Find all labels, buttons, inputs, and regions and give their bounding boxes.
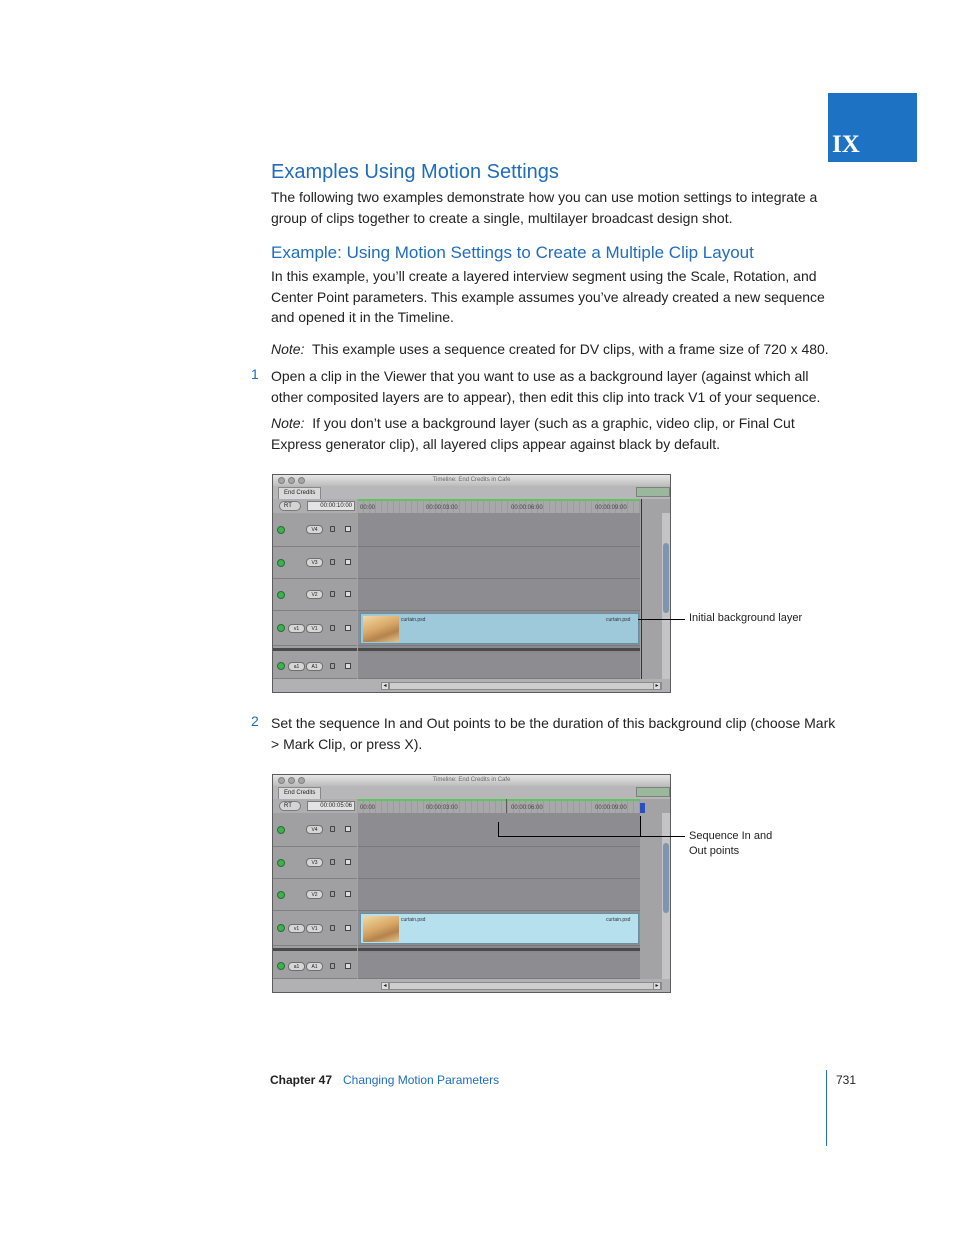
auto-select-icon[interactable] bbox=[345, 559, 351, 565]
callout-line bbox=[498, 822, 499, 836]
callout-label: Initial background layer bbox=[689, 612, 803, 624]
close-button[interactable] bbox=[278, 477, 285, 484]
track-dest-button[interactable]: V1 bbox=[306, 924, 323, 933]
page-number: 731 bbox=[836, 1073, 857, 1087]
auto-select-icon[interactable] bbox=[345, 859, 351, 865]
source-control-button[interactable]: v1 bbox=[288, 924, 305, 933]
track-a1[interactable] bbox=[358, 953, 640, 979]
visibility-icon[interactable] bbox=[277, 624, 285, 632]
lock-icon[interactable] bbox=[330, 663, 335, 669]
horizontal-scrollbar[interactable] bbox=[389, 982, 662, 990]
minimize-button[interactable] bbox=[288, 777, 295, 784]
step-number: 1 bbox=[251, 366, 259, 382]
render-status-icon bbox=[636, 787, 670, 797]
vertical-scrollbar[interactable] bbox=[662, 813, 670, 979]
clip-name: curtain.psd bbox=[606, 617, 631, 623]
zoom-button[interactable] bbox=[298, 477, 305, 484]
track-v1[interactable] bbox=[358, 911, 640, 946]
track-headers bbox=[273, 513, 357, 679]
scroll-left-arrow[interactable]: ◂ bbox=[381, 982, 389, 990]
auto-select-icon[interactable] bbox=[345, 663, 351, 669]
track-v3[interactable] bbox=[358, 847, 640, 879]
footer-divider bbox=[826, 1070, 827, 1146]
timeline-controls bbox=[273, 799, 357, 813]
track-v2[interactable] bbox=[358, 879, 640, 911]
lock-icon[interactable] bbox=[330, 826, 335, 832]
close-button[interactable] bbox=[278, 777, 285, 784]
visibility-icon[interactable] bbox=[277, 826, 285, 834]
clip-thumbnail bbox=[363, 616, 399, 642]
track-dest-button[interactable]: V3 bbox=[306, 858, 323, 867]
lock-icon[interactable] bbox=[330, 859, 335, 865]
ruler-label: 00:00:09:00 bbox=[595, 805, 627, 811]
section-title: Examples Using Motion Settings bbox=[271, 161, 559, 183]
track-separator[interactable] bbox=[358, 648, 640, 651]
note-label: Note: bbox=[271, 341, 305, 357]
callout-line bbox=[498, 836, 685, 837]
lock-icon[interactable] bbox=[330, 891, 335, 897]
footer-chapter: Chapter 47 bbox=[270, 1073, 333, 1087]
clip-curtain[interactable] bbox=[360, 613, 639, 644]
track-header-v2 bbox=[273, 579, 357, 611]
auto-select-icon[interactable] bbox=[345, 826, 351, 832]
minimize-button[interactable] bbox=[288, 477, 295, 484]
timeline-footer bbox=[273, 979, 670, 993]
note-text: If you don’t use a background layer (such as a graphic, video clip, or Final Cut Express generator clip), all layered clips appear against black by default. bbox=[271, 415, 795, 452]
audio-enable-icon[interactable] bbox=[277, 662, 285, 670]
ruler-label: 00:00:06:00 bbox=[511, 505, 543, 511]
source-control-button[interactable]: a1 bbox=[288, 662, 305, 671]
tab-bar bbox=[273, 786, 670, 799]
callout-label bbox=[689, 829, 772, 859]
part-number: IX bbox=[832, 131, 860, 158]
track-headers bbox=[273, 813, 357, 979]
scroll-right-arrow[interactable]: ▸ bbox=[653, 982, 661, 990]
scroll-right-arrow[interactable]: ▸ bbox=[653, 682, 661, 690]
lock-icon[interactable] bbox=[330, 591, 335, 597]
timeline-window bbox=[272, 474, 671, 693]
track-header-v2 bbox=[273, 879, 357, 911]
timeline-footer bbox=[273, 679, 670, 693]
track-v1[interactable] bbox=[358, 611, 640, 646]
auto-select-icon[interactable] bbox=[345, 625, 351, 631]
callout-line-2: Out points bbox=[689, 845, 740, 857]
track-header-v1 bbox=[273, 911, 357, 946]
time-ruler[interactable] bbox=[358, 499, 640, 513]
track-dest-button[interactable]: V4 bbox=[306, 525, 323, 534]
auto-select-icon[interactable] bbox=[345, 526, 351, 532]
track-v4[interactable] bbox=[358, 513, 640, 547]
rt-popup[interactable]: RT bbox=[279, 501, 301, 511]
ruler-label: 00:00 bbox=[360, 805, 376, 811]
track-header-v4 bbox=[273, 813, 357, 847]
track-separator[interactable] bbox=[273, 948, 357, 951]
track-v4[interactable] bbox=[358, 813, 640, 847]
callout-line bbox=[640, 816, 641, 836]
track-header-v4 bbox=[273, 513, 357, 547]
track-separator[interactable] bbox=[273, 648, 357, 651]
clip-name: curtain.psd bbox=[401, 617, 426, 623]
track-dest-button[interactable]: V4 bbox=[306, 825, 323, 834]
tab-sequence[interactable]: End Credits bbox=[278, 787, 321, 799]
note-text: This example uses a sequence created for DV clips, with a frame size of 720 x 480. bbox=[312, 341, 829, 357]
track-dest-button[interactable]: V3 bbox=[306, 558, 323, 567]
track-header-a1 bbox=[273, 953, 357, 979]
timeline-window bbox=[272, 774, 671, 993]
step-2-text: Set the sequence In and Out points to be the duration of this background clip (choose Mark > Mark Clip, or press X). bbox=[271, 715, 836, 752]
footer-chapter-title: Changing Motion Parameters bbox=[343, 1073, 500, 1087]
ruler-label: 00:00:09:00 bbox=[595, 505, 627, 511]
intro-paragraph: The following two examples demonstrate how you can use motion settings to integrate a group of clips together to create a single, multilayer broadcast design shot. bbox=[271, 189, 818, 226]
note-1 bbox=[271, 339, 851, 360]
example-intro: In this example, you’ll create a layered interview segment using the Scale, Rotation, and Center Point parameters. This example assumes you’ve already created a new sequence and opened it in the Timeline. bbox=[271, 268, 825, 325]
clip-name: curtain.psd bbox=[606, 917, 631, 923]
visibility-icon[interactable] bbox=[277, 859, 285, 867]
audio-enable-icon[interactable] bbox=[277, 962, 285, 970]
zoom-button[interactable] bbox=[298, 777, 305, 784]
clip-curtain[interactable] bbox=[360, 913, 639, 944]
visibility-icon[interactable] bbox=[277, 591, 285, 599]
track-a1[interactable] bbox=[358, 653, 640, 679]
visibility-icon[interactable] bbox=[277, 559, 285, 567]
step-1-text: Open a clip in the Viewer that you want to use as a background layer (against which all other composited layers are to appear), then edit this clip into track V1 of your sequence. bbox=[271, 368, 821, 405]
example-title: Example: Using Motion Settings to Create a Multiple Clip Layout bbox=[271, 243, 754, 262]
step-number: 2 bbox=[251, 713, 259, 729]
track-dest-button[interactable]: A1 bbox=[306, 662, 323, 671]
track-dest-button[interactable]: V2 bbox=[306, 590, 323, 599]
vertical-scrollbar[interactable] bbox=[662, 513, 670, 679]
track-dest-button[interactable]: V2 bbox=[306, 890, 323, 899]
note-2 bbox=[271, 413, 841, 454]
track-dest-button[interactable]: A1 bbox=[306, 962, 323, 971]
track-header-v3 bbox=[273, 547, 357, 579]
tab-sequence[interactable]: End Credits bbox=[278, 487, 321, 499]
timecode-field[interactable]: 00:00:10:00 bbox=[307, 501, 355, 511]
time-ruler[interactable] bbox=[358, 799, 640, 813]
scroll-thumb[interactable] bbox=[663, 843, 669, 913]
source-control-button[interactable]: a1 bbox=[288, 962, 305, 971]
track-dest-button[interactable]: V1 bbox=[306, 624, 323, 633]
visibility-icon[interactable] bbox=[277, 526, 285, 534]
timeline-controls bbox=[273, 499, 357, 513]
lock-icon[interactable] bbox=[330, 925, 335, 931]
horizontal-scrollbar[interactable] bbox=[389, 682, 662, 690]
scroll-thumb[interactable] bbox=[663, 543, 669, 613]
note-label: Note: bbox=[271, 415, 305, 431]
clip-name: curtain.psd bbox=[401, 917, 426, 923]
part-tab bbox=[828, 93, 917, 162]
timecode-field[interactable]: 00:00:05:06 bbox=[307, 801, 355, 811]
track-v3[interactable] bbox=[358, 547, 640, 579]
callout-line bbox=[638, 619, 685, 620]
render-status-icon bbox=[636, 487, 670, 497]
lock-icon[interactable] bbox=[330, 526, 335, 532]
window-title: Timeline: End Credits in Cafe bbox=[273, 775, 670, 786]
scroll-left-arrow[interactable]: ◂ bbox=[381, 682, 389, 690]
tab-bar bbox=[273, 486, 670, 499]
source-control-button[interactable]: v1 bbox=[288, 624, 305, 633]
clip-thumbnail bbox=[363, 916, 399, 942]
ruler-label: 00:00:03:00 bbox=[426, 505, 458, 511]
track-v2[interactable] bbox=[358, 579, 640, 611]
playhead[interactable] bbox=[641, 499, 642, 679]
rt-popup[interactable]: RT bbox=[279, 801, 301, 811]
out-point-marker[interactable] bbox=[640, 803, 645, 813]
track-header-a1 bbox=[273, 653, 357, 679]
lock-icon[interactable] bbox=[330, 963, 335, 969]
track-header-v3 bbox=[273, 847, 357, 879]
lock-icon[interactable] bbox=[330, 559, 335, 565]
track-header-v1 bbox=[273, 611, 357, 646]
auto-select-icon[interactable] bbox=[345, 963, 351, 969]
track-separator[interactable] bbox=[358, 948, 640, 951]
visibility-icon[interactable] bbox=[277, 924, 285, 932]
callout-line-1: Sequence In and bbox=[689, 830, 773, 842]
lock-icon[interactable] bbox=[330, 625, 335, 631]
track-area bbox=[358, 813, 640, 979]
track-area bbox=[358, 513, 640, 679]
ruler-label: 00:00:06:00 bbox=[511, 805, 543, 811]
auto-select-icon[interactable] bbox=[345, 591, 351, 597]
ruler-label: 00:00 bbox=[360, 505, 376, 511]
window-title: Timeline: End Credits in Cafe bbox=[273, 475, 670, 486]
visibility-icon[interactable] bbox=[277, 891, 285, 899]
auto-select-icon[interactable] bbox=[345, 891, 351, 897]
auto-select-icon[interactable] bbox=[345, 925, 351, 931]
ruler-label: 00:00:03:00 bbox=[426, 805, 458, 811]
